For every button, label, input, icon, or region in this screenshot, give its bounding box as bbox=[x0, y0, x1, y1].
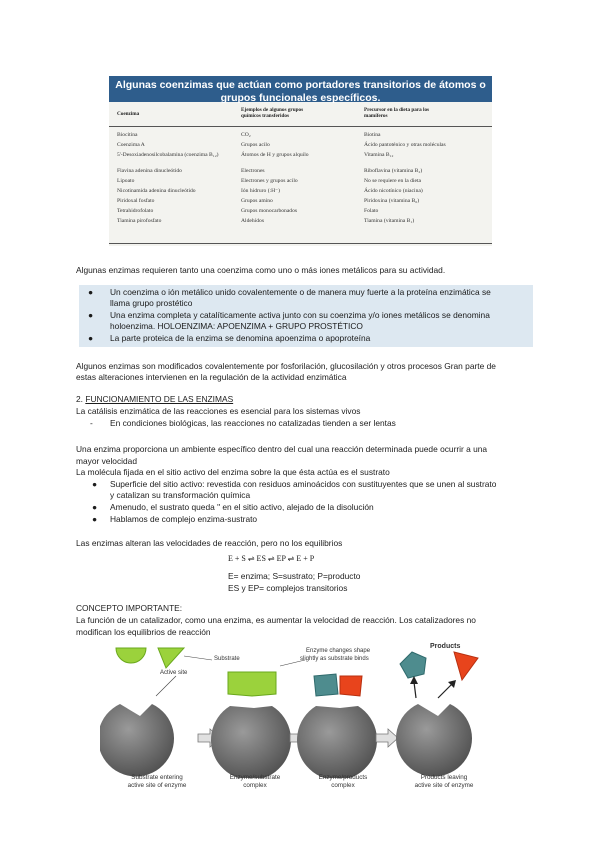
cell: Piridoxal fosfato bbox=[117, 198, 155, 204]
caption-stage-1 bbox=[112, 774, 202, 790]
cell: Piridoxina (vitamina B₆) bbox=[364, 198, 420, 204]
box-bullet-3-text: La parte proteica de la enzima se denomina apoenzima o apoproteína bbox=[110, 333, 371, 343]
section-bullet-1-l2: y catalizan su transformación química bbox=[110, 490, 251, 500]
section-bullet-2: Amenudo, el sustrato queda " en el sitio activo, alejado de la disolución bbox=[110, 502, 374, 512]
cell: Grupos monocarbonados bbox=[241, 208, 298, 214]
caption-1-line-1: Substrate entering bbox=[131, 774, 183, 781]
table-title: Algunas coenzimas que actúan como portadores transitorios de átomos o grupos funcionales específicos. bbox=[109, 76, 492, 102]
bound-substrate bbox=[228, 672, 276, 696]
section-number: 2. bbox=[76, 394, 83, 404]
active-site-label: Active site bbox=[160, 670, 188, 676]
caption-3-line-1: Enzyme/products bbox=[318, 774, 368, 781]
cell: Ión hidruro (:H⁻) bbox=[241, 188, 280, 194]
table-header-row bbox=[109, 106, 492, 127]
caption-2-line-2: complex bbox=[243, 782, 267, 789]
caption-4-line-1: Products leaving bbox=[420, 774, 468, 781]
section-bullet-1-l1: Superficie del sitio activo: revestida con residuos aminoácidos con sustituyentes que se unen al sustrato bbox=[110, 479, 497, 489]
col-header-coenzyme: Coenzima bbox=[117, 111, 140, 117]
cell: Ácido nicotínico (niacina) bbox=[364, 188, 423, 194]
bullet-icon: ● bbox=[88, 310, 94, 320]
cell: Biotina bbox=[364, 132, 381, 138]
cell: Tiamina pirofosfato bbox=[117, 218, 162, 224]
concept-title: CONCEPTO IMPORTANTE: bbox=[76, 603, 183, 613]
section-line-3: La molécula fijada en el sitio activo del enzima sobre la que ésta actúa es el sustrato bbox=[76, 467, 390, 477]
products-label: Products bbox=[430, 643, 461, 650]
caption-3-line-2: complex bbox=[331, 782, 355, 789]
box-bullet-2-line2: holoenzima. HOLOENZIMA: APOENZIMA + GRUPO PROSTÉTICO bbox=[110, 321, 363, 331]
product-teal bbox=[400, 652, 426, 678]
bullet-icon: ● bbox=[88, 287, 94, 297]
stage-2-enzyme-substrate-complex bbox=[211, 660, 305, 778]
caption-4-line-2: active site of enzyme bbox=[414, 782, 474, 789]
bullet-icon: ● bbox=[92, 479, 98, 489]
cell: Electrones y grupos acilo bbox=[241, 178, 298, 184]
cell: Riboflavina (vitamina B₂) bbox=[364, 168, 423, 174]
substrate-triangle bbox=[158, 648, 184, 668]
substrate-label: Substrate bbox=[214, 656, 240, 662]
section-line-2a: Una enzima proporciona un ambiente específico dentro del cual una reacción determinada puede ocurrir a una bbox=[76, 444, 488, 454]
col-header-precursor: Precursor en la dieta para los mamíferos bbox=[364, 107, 430, 119]
cell: Vitamina B₁₂ bbox=[364, 152, 394, 158]
product-red bbox=[454, 652, 478, 680]
caption-1-line-2: active site of enzyme bbox=[127, 782, 187, 789]
enzyme-3 bbox=[297, 706, 377, 778]
paragraph-metal-ions: Algunas enzimas requieren tanto una coenzima como uno o más iones metálicos para su actividad. bbox=[76, 265, 446, 275]
substrate-half-circle bbox=[116, 648, 146, 663]
shape-change-label-1: Enzyme changes shape bbox=[306, 648, 371, 654]
caption-2-line-1: Enzyme/substrate bbox=[229, 774, 281, 781]
pointer-line bbox=[156, 676, 176, 696]
section-bullet-3: Hablamos de complejo enzima-sustrato bbox=[110, 514, 258, 524]
cell: Biocitina bbox=[117, 132, 138, 138]
caption-stage-4 bbox=[394, 774, 494, 790]
enzyme-1 bbox=[100, 704, 174, 776]
box-bullet-1-line1: Un coenzima o ión metálico unido covalentemente o de manera muy fuerte a la proteína enzimática se bbox=[110, 287, 491, 297]
concept-line-2: modifican los equilibrios de reacción bbox=[76, 627, 211, 637]
cell: Folato bbox=[364, 208, 379, 214]
cell: Aldehídos bbox=[241, 218, 264, 224]
table-bottom-rule bbox=[109, 243, 492, 244]
pointer-line bbox=[184, 656, 212, 660]
enzyme-4 bbox=[396, 704, 472, 776]
section-line-1: La catálisis enzimática de las reacciones es esencial para los sistemas vivos bbox=[76, 406, 361, 416]
section-heading bbox=[76, 394, 233, 405]
section-title: FUNCIONAMIENTO DE LAS ENZIMAS bbox=[85, 394, 234, 404]
cell: No se requiere en la dieta bbox=[364, 178, 421, 184]
cell: Nicotinamida adenina dinucleótido bbox=[117, 188, 196, 194]
paragraph-modification-l1: Algunos enzimas son modificados covalentemente por fosforilación, glucosilación y otros procesos Gran parte de bbox=[76, 361, 496, 371]
bound-product-teal bbox=[314, 674, 338, 696]
enzyme-diagram bbox=[100, 638, 540, 778]
coenzyme-table-figure bbox=[109, 76, 492, 246]
exit-arrow bbox=[414, 682, 416, 698]
cell: Ácido pantoténico y otras moléculas bbox=[364, 142, 446, 148]
stage-3-enzyme-products-complex bbox=[297, 674, 377, 778]
cell: CO₂ bbox=[241, 132, 251, 138]
cell: Coenzima A bbox=[117, 142, 145, 148]
bullet-icon: ● bbox=[92, 514, 98, 524]
concept-line-1: La función de un catalizador, como una enzima, es aumentar la velocidad de reacción. Los catalizadores no bbox=[76, 615, 476, 625]
bullet-icon: ● bbox=[88, 333, 94, 343]
cell: Lipoato bbox=[117, 178, 135, 184]
reaction-equation: E + S ⇌ ES ⇌ EP ⇌ E + P bbox=[228, 554, 315, 563]
cell: Átomos de H y grupos alquilo bbox=[241, 152, 309, 158]
cell: Tetrahidrofolato bbox=[117, 208, 154, 214]
cell: Grupos acilo bbox=[241, 142, 270, 148]
section-line-4: Las enzimas alteran las velocidades de reacción, pero no los equilibrios bbox=[76, 538, 343, 548]
bound-product-red bbox=[340, 676, 362, 696]
shape-change-label-2: slightly as substrate binds bbox=[300, 656, 369, 662]
equation-legend-2: ES y EP= complejos transitorios bbox=[228, 583, 348, 593]
cell: Electrones bbox=[241, 168, 265, 174]
caption-stage-3 bbox=[298, 774, 388, 790]
stage-4-products-leaving bbox=[396, 652, 478, 776]
stage-1-substrate-entering bbox=[100, 648, 212, 776]
arrow-icon bbox=[376, 729, 398, 747]
section-sub-1: En condiciones biológicas, las reacciones no catalizadas tienden a ser lentas bbox=[110, 418, 396, 428]
section-line-2b: mayor velocidad bbox=[76, 456, 137, 466]
paragraph-modification-l2: estas alteraciones intervienen en la regulación de la actividad enzimática bbox=[76, 372, 347, 382]
col-header-groups: Ejemplos de algunos grupos químicos transferidos bbox=[241, 107, 304, 119]
cell: Grupos amino bbox=[241, 198, 273, 204]
bullet-icon: ● bbox=[92, 502, 98, 512]
equation-legend-1: E= enzima; S=sustrato; P=producto bbox=[228, 571, 361, 581]
caption-stage-2 bbox=[210, 774, 300, 790]
cell: 5'-Desoxiadenosilcobalamina (coenzima B₁₂) bbox=[117, 152, 219, 158]
box-bullet-2-line1: Una enzima completa y catalíticamente activa junto con su coenzima y/o iones metálicos se denomina bbox=[110, 310, 490, 320]
cell: Flavina adenina dinucleótido bbox=[117, 168, 182, 174]
cell: Tiamina (vitamina B₁) bbox=[364, 218, 415, 224]
box-bullet-1-line2: llama grupo prostético bbox=[110, 298, 193, 308]
exit-arrow bbox=[438, 684, 452, 698]
enzyme-2 bbox=[211, 706, 291, 778]
dash-marker: - bbox=[90, 418, 93, 428]
